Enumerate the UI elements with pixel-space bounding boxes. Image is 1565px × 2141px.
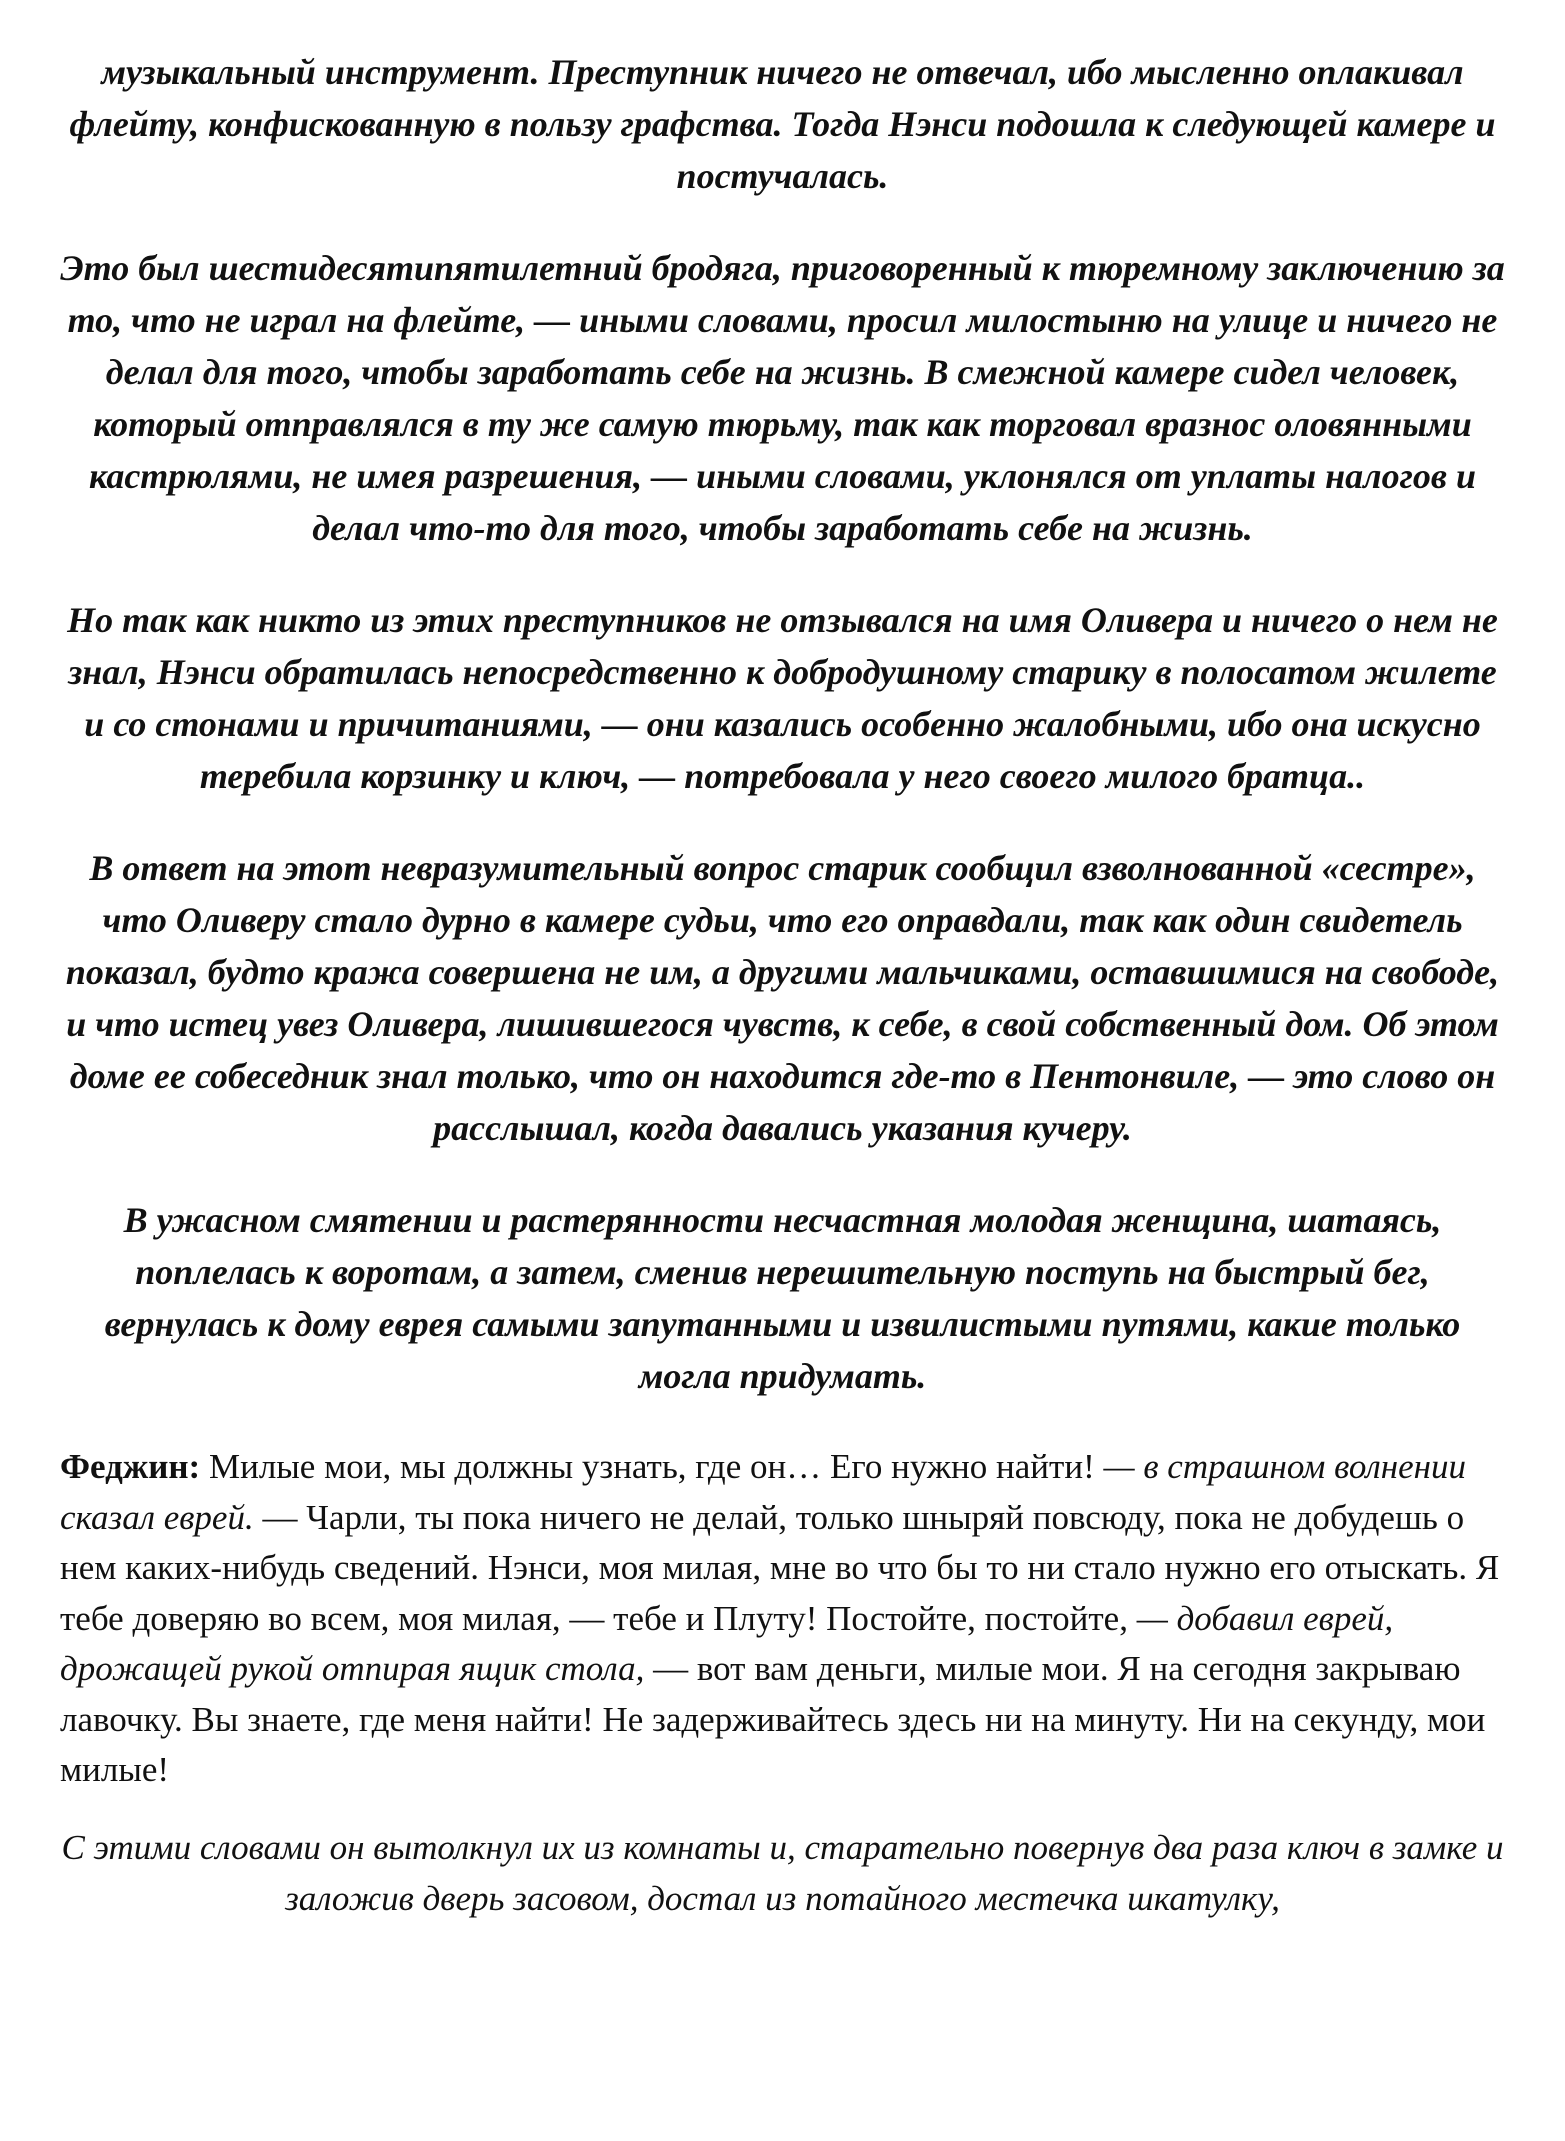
narration-paragraph-4: В ответ на этот невразумительный вопрос старик сообщил взволнованной «сестре», что Оливеру стало дурно в камере судьи, что его оправдали, так как один свидетель показал, будто кража совершена не им, а другими мальчиками, оставшимися на свободе, и что истец увез Оливера, лишившегося чувств, к себе, в свой собственный дом. Об этом доме ее собеседник знал только, что он находится где-то в Пентонвиле, — это слово он расслышал, когда давались указания кучеру.	[65, 848, 1500, 1148]
narration-paragraph-1: музыкальный инструмент. Преступник ничего не отвечал, ибо мысленно оплакивал флейту, конфискованную в пользу графства. Тогда Нэнси подошла к следующей камере и постучалась.	[69, 52, 1496, 196]
dialogue-line-1: Милые мои, мы должны узнать, где он… Его нужно найти!	[200, 1447, 1104, 1486]
stage-direction-1: — в страшном волнении сказал еврей.	[60, 1447, 1467, 1537]
dialogue-line-3: — вот вам деньги, милые мои. Я на сегодня закрываю лавочку. Вы знаете, где меня найти! Не задерживайтесь здесь ни на минуту. Ни на секунду, мои милые!	[60, 1649, 1486, 1789]
final-paragraph: С этими словами он вытолкнул их из комнаты и, старательно повернув два раза ключ в замке и заложив дверь засовом, достал из потайного местечка шкатулку,	[61, 1827, 1504, 1918]
narration-paragraph-5: В ужасном смятении и растерянности несчастная молодая женщина, шатаясь, поплелась к воротам, а затем, сменив нерешительную поступь на быстрый бег, вернулась к дому еврея самыми запутанными и извилистыми путями, какие только могла придумать.	[104, 1200, 1461, 1396]
narration-paragraph-2: Это был шестидесятипятилетний бродяга, приговоренный к тюремному заключению за то, что не играл на флейте, — иными словами, просил милостыню на улице и ничего не делал для того, чтобы заработать себе на жизнь. В смежной камере сидел человек, который отправлялся в ту же самую тюрьму, так как торговал вразнос оловянными кастрюлями, не имея разрешения, — иными словами, уклонялся от уплаты налогов и делал что-то для того, чтобы заработать себе на жизнь.	[60, 248, 1505, 548]
dialogue-line-2: — Чарли, ты пока ничего не делай, только шныряй повсюду, пока не добудешь о нем каких-нибудь сведений. Нэнси, моя милая, мне во что бы то ни стало нужно его отыскать. Я тебе доверяю во всем, моя милая, — тебе и Плуту! Постойте, постойте,	[60, 1497, 1500, 1638]
stage-direction-2: — добавил еврей, дрожащей рукой отпирая ящик стола,	[60, 1598, 1394, 1688]
narration-paragraph-3: Но так как никто из этих преступников не отзывался на имя Оливера и ничего о нем не знал, Нэнси обратилась непосредственно к добродушному старику в полосатом жилете и со стонами и причитаниями, — они казались особенно жалобными, ибо она искусно теребила корзинку и ключ, — потребовала у него своего милого братца..	[67, 600, 1498, 796]
speaker-name: Феджин:	[60, 1447, 201, 1486]
dialogue-paragraph	[60, 1442, 1505, 1796]
